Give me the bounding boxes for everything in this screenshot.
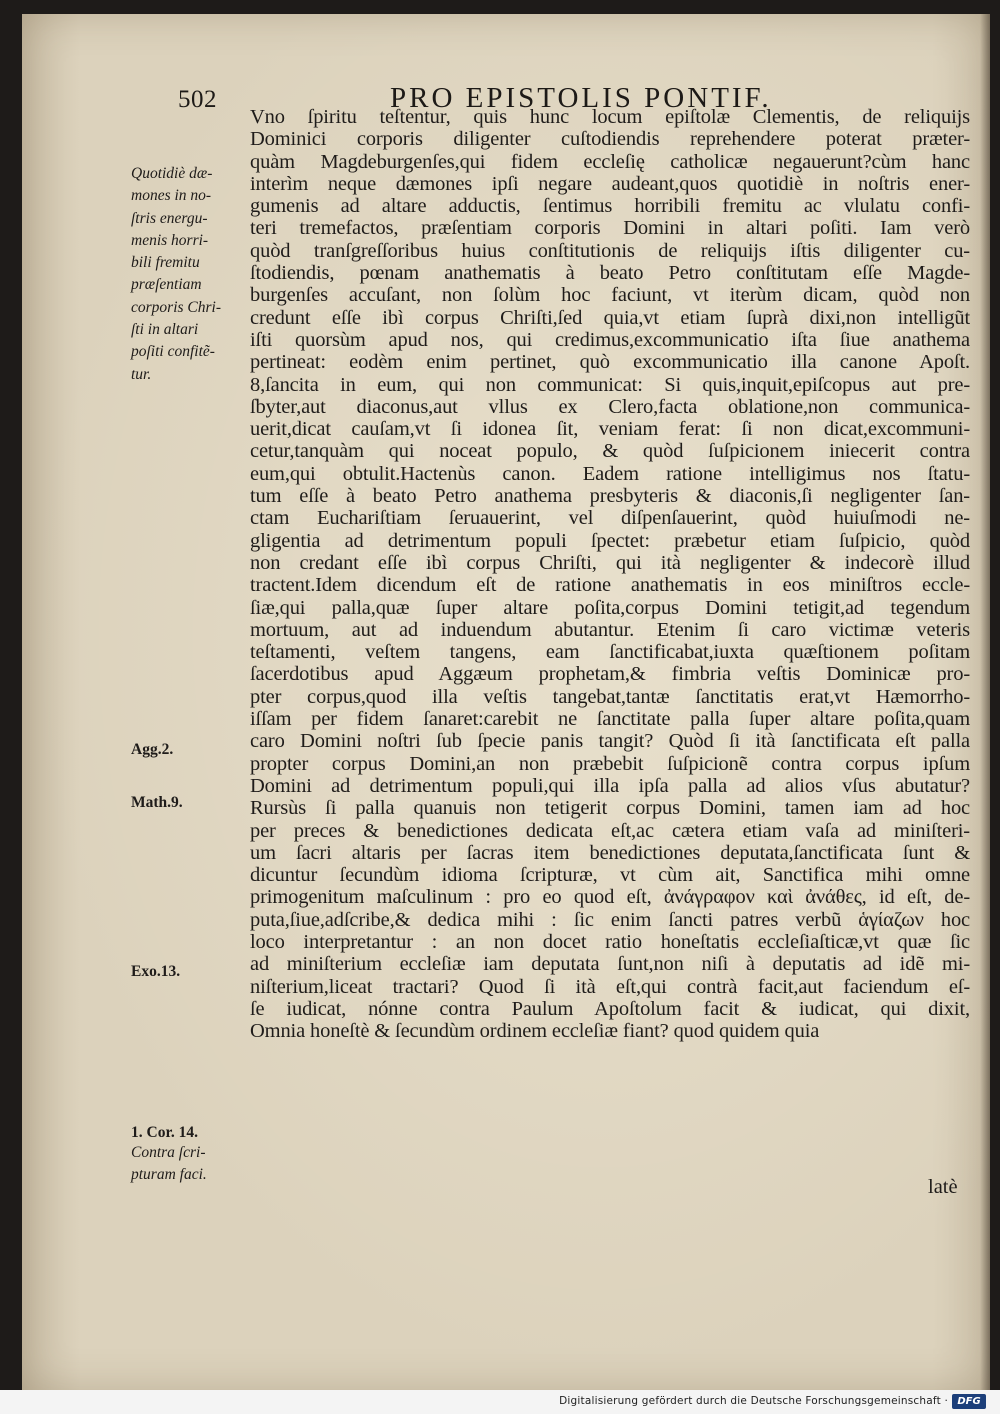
margin-note-daemones: Quotidiè dæ- mones in no- ſtris energu- menis horri- bili fremitu præſentiam corporis Chri- ſti in altari poſiti confitẽ- tur.	[131, 165, 221, 383]
text-line: interìm neque dæmones ipſi negare audeant,quos quotidiè in noſtris ener-	[250, 172, 970, 195]
text-line: non credant eſſe ibì corpus Chriſti, qui ità negligenter & indecorè illud	[250, 551, 970, 574]
text-line: pter corpus,quod illa veſtis tangebat,tantæ ſanctitatis erat,vt Hæmorrho-	[250, 685, 970, 708]
text-line: ſtodiendis, pœnam anathematis à beato Petro conſtitutam eſſe Magde-	[250, 262, 970, 285]
text-line: ſiæ,qui palla,quæ ſuper altare poſita,corpus Domini tetigit,ad tegendum	[250, 596, 970, 619]
text-line: Rursùs ſi palla quanuis non tetigerit corpus Domini, tamen iam ad hoc	[250, 797, 970, 820]
text-line: uerit,dicat cauſam,vt ſi idonea ſit, veniam ferat: ſi non dicat,excommuni-	[250, 418, 970, 441]
margin-ref-exodus: Exo.13.	[131, 963, 181, 980]
margin-ref-matthew: Math.9.	[131, 794, 183, 811]
text-line: quòd tranſgreſſoribus huius conſtitutionis de reliquijs iſtis diligenter cu-	[250, 239, 970, 262]
catchword: latè	[928, 1176, 958, 1198]
margin-note-contra-scripturam: Contra ſcri- pturam faci.	[131, 1144, 207, 1184]
margin-ref-corinthians: 1. Cor. 14.	[131, 1124, 199, 1141]
text-line: puta,ſiue,adſcribe,& dedica mihi : ſic enim ſancti patres verbũ ἁγίαζων hoc	[250, 908, 970, 931]
text-line: burgenſes accuſant, non ſolùm hoc faciunt, vt iterùm dicam, quòd non	[250, 284, 970, 307]
footer-bar	[0, 1390, 1000, 1414]
text-line: Omnia honeſtè & ſecundùm ordinem eccleſiæ fiant? quod quidem quia	[250, 1020, 820, 1043]
text-line: pertineat: eodèm enim pertinet, quò excommunicatio illa canone Apoſt.	[250, 351, 970, 374]
text-line: Vno ſpiritu teſtentur, quis hunc locum epiſtolæ Clementis, de reliquijs	[250, 106, 970, 128]
margin-ref-aggeus: Agg.2.	[131, 741, 174, 758]
text-line: Domini ad detrimentum populi,qui illa ipſa palla ad alios vſus abutatur?	[250, 774, 970, 797]
text-line: gumenis ad altare adductis, ſentimus horribili fremitu ac vlulatu confi-	[250, 195, 970, 218]
text-line: niſterium,liceat tractari? Quod ſi ità eſt,qui contrà facit,aut faciendum eſ-	[250, 975, 970, 998]
text-line: ſe iudicat, nónne contra Paulum Apoſtolum facit & iudicat, qui dixit,	[250, 997, 970, 1020]
text-line: mortuum, aut ad induendum abutantur. Etenim ſi caro victimæ veteris	[250, 618, 970, 641]
text-line: um ſacri altaris per ſacras item benedictiones deputata,ſanctificata ſunt &	[250, 841, 970, 864]
text-line: ſacerdotibus apud Aggæum prophetam,& fimbria veſtis Dominicæ pro-	[250, 663, 970, 686]
running-head: PRO EPISTOLIS PONTIF.	[390, 82, 772, 114]
text-line: gligentia ad detrimentum populi ſpectet: præbetur etiam ſuſpicio, quòd	[250, 529, 970, 552]
text-line: credunt eſſe ibì corpus Chriſti,ſed quia,vt etiam ſuprà dixi,non intelligũt	[250, 306, 970, 329]
text-line: loco interpretantur : an non docet ratio honeſtatis eccleſiaſticæ,vt quæ ſic	[250, 930, 970, 953]
text-line: eum,qui obtulit.Hactenùs canon. Eadem ratione intelligimus nos ſtatu-	[250, 462, 970, 485]
text-line: tum eſſe à beato Petro anathema presbyteris & diaconis,ſi negligenter ſan-	[250, 485, 970, 508]
page-number: 502	[178, 86, 217, 113]
gutter-shadow	[980, 14, 990, 1390]
text-line: teſtamenti, veſtem tangens, eam ſanctificabat,iuxta quæſtionem poſitam	[250, 641, 970, 664]
text-line: iſſam per fidem ſanaret:carebit ne ſanctitate palla ſuper altare poſita,quam	[250, 708, 970, 731]
text-line: propter corpus Domini,an non præbebit ſuſpicionẽ contra corpus ipſum	[250, 752, 970, 775]
text-line: cetur,tanquàm qui noceat populo, & quòd ſuſpicionem iniecerit contra	[250, 440, 970, 463]
text-line: tractent.Idem dicendum eſt de ratione anathematis in eos miniſtros eccle-	[250, 574, 970, 597]
text-line: Dominici corporis diligenter cuſtodiendis reprehendere poterat præter-	[250, 128, 970, 151]
body-text	[250, 106, 970, 1042]
text-line: quàm Magdeburgenſes,qui fidem eccleſię catholicæ negauerunt?cùm hanc	[250, 150, 970, 173]
text-line: 8,ſancita in eum, qui non communicat: Si quis,inquit,epiſcopus aut pre-	[250, 373, 970, 396]
text-line: dicuntur ſecundùm idioma ſcripturæ, vt cùm ait, Sanctifica mihi omne	[250, 864, 970, 887]
text-line: iſti quorsùm apud nos, qui credimus,excommunicatio iſta ſiue anathema	[250, 328, 970, 351]
footer-credit: Digitalisierung gefördert durch die Deutsche Forschungsgemeinschaft ·	[559, 1395, 948, 1407]
text-line: ſbyter,aut diaconus,aut vllus ex Clero,facta oblatione,non communica-	[250, 395, 970, 418]
text-line: ctam Euchariſtiam ſeruauerint, vel diſpenſauerint, quòd huiuſmodi ne-	[250, 507, 970, 530]
text-line: primogenitum maſculinum : pro eo quod eſt, ἀνάγραφον καὶ ἀνάθες, id eſt, de-	[250, 886, 970, 909]
text-line: per preces & benedictiones dedicata eſt,ac cætera etiam vaſa ad miniſteri-	[250, 819, 970, 842]
text-line: caro Domini noſtri ſub ſpecie panis tangit? Quòd ſi ità ſanctificata eſt palla	[250, 730, 970, 753]
text-line: teri tremefactos, præſentiam corporis Domini in altari poſiti. Iam verò	[250, 217, 970, 240]
text-line: ad miniſterium eccleſiæ iam deputata ſunt,non niſi à deputatis ad idẽ mi-	[250, 953, 970, 976]
dfg-logo: DFG	[952, 1394, 986, 1409]
